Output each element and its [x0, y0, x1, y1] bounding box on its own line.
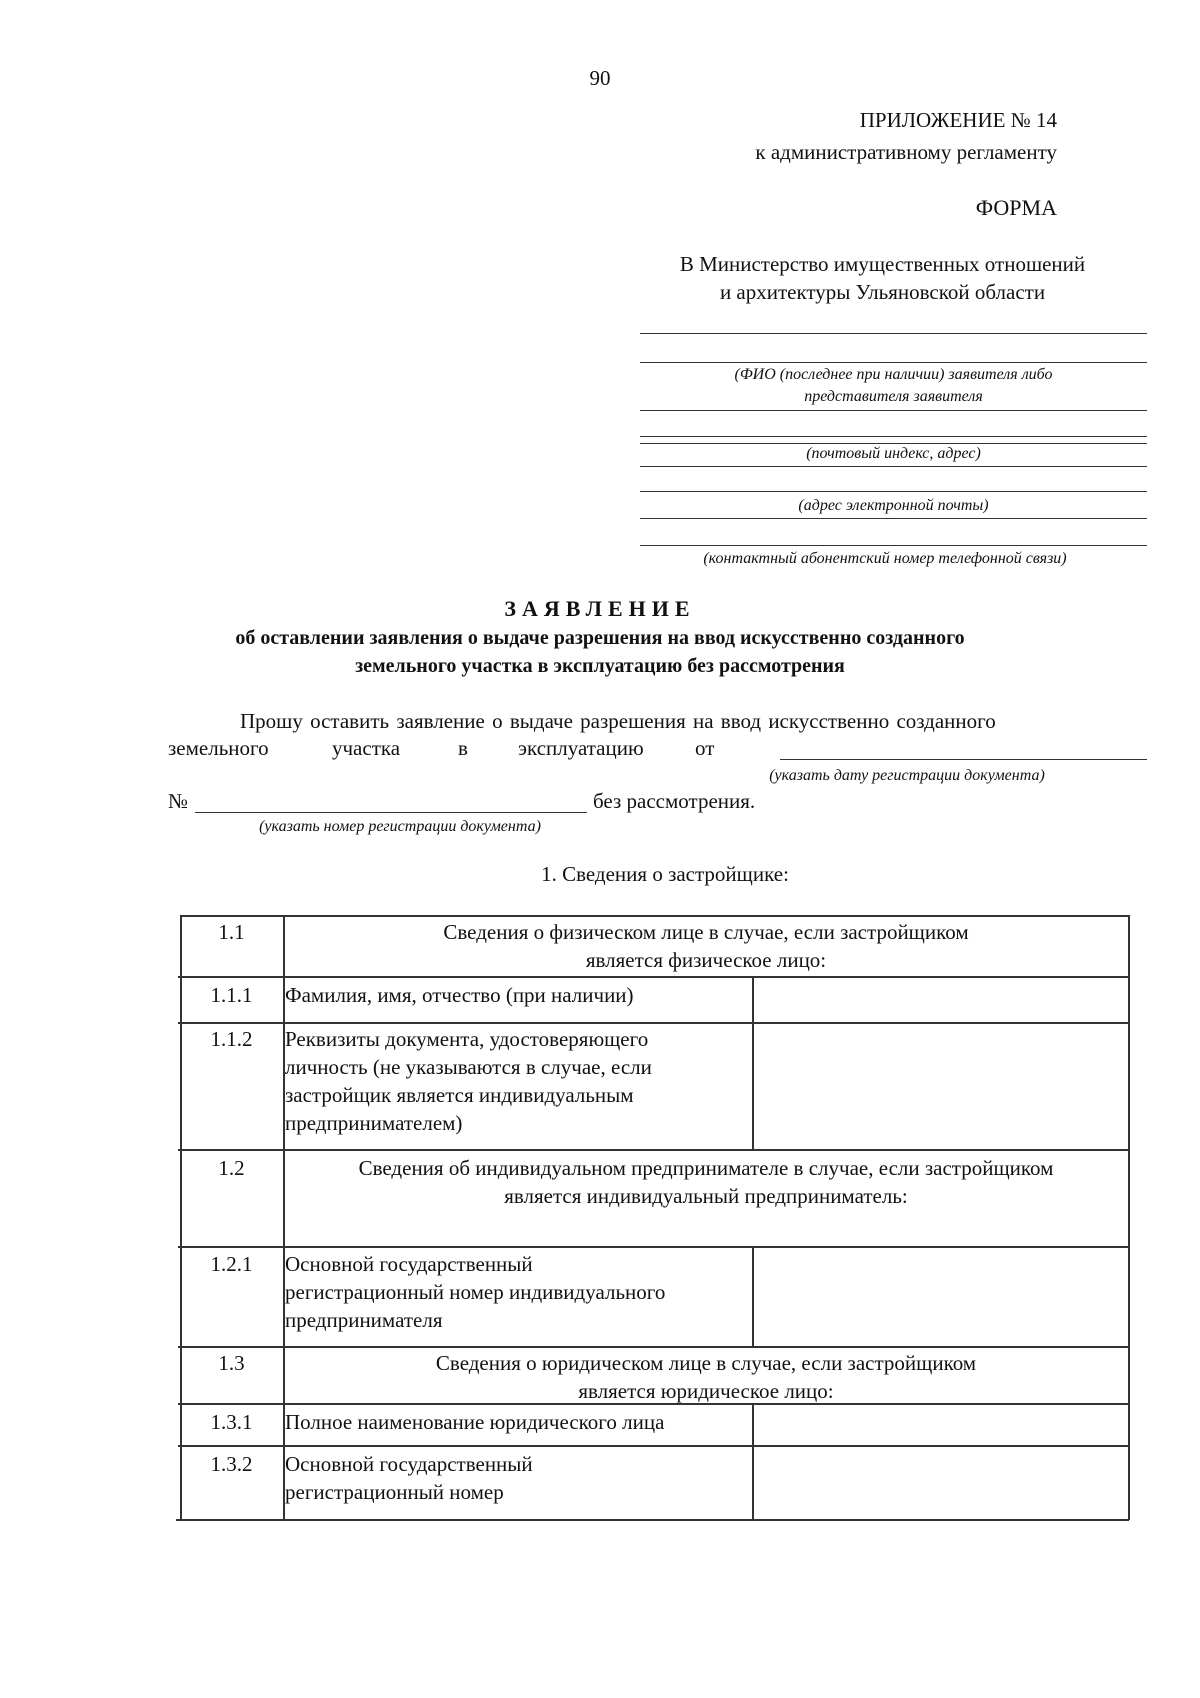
- email-caption-underline: [640, 518, 1147, 519]
- field-label-line: Основной государственный: [285, 1252, 533, 1276]
- field-label: [285, 1250, 745, 1334]
- field-label: Полное наименование юридического лица: [285, 1410, 665, 1434]
- table-border-bottom: [176, 1519, 1129, 1521]
- field-label-line: регистрационный номер: [285, 1480, 504, 1504]
- request-word-2: участка: [332, 736, 401, 760]
- table-row-number: 1.2: [218, 1156, 245, 1180]
- postal-caption: (почтовый индекс, адрес): [806, 445, 981, 462]
- value-cell-1-2-1[interactable]: [754, 1248, 1127, 1345]
- email-line[interactable]: [640, 491, 1147, 492]
- field-label-line: Реквизиты документа, удостоверяющего: [285, 1027, 649, 1051]
- addressee-block: [620, 250, 1145, 306]
- section-header-line-1: Сведения о физическом лице в случае, если застройщиком: [443, 920, 969, 944]
- value-cell-1-3-2[interactable]: [754, 1447, 1127, 1518]
- fio-caption-underline: [640, 410, 1147, 411]
- fio-caption-line-1: (ФИО (последнее при наличии) заявителя либо: [734, 366, 1053, 383]
- section-header-line-2: является юридическое лицо:: [578, 1379, 834, 1403]
- field-label-line: Основной государственный: [285, 1452, 533, 1476]
- table-row-number: 1.3: [218, 1351, 245, 1375]
- section-header-cell: [284, 1349, 1128, 1405]
- value-cell-1-1-2[interactable]: [754, 1024, 1127, 1148]
- document-title: ЗАЯВЛЕНИЕ: [504, 596, 696, 621]
- table-row-number: 1.3.2: [210, 1452, 253, 1476]
- value-cell-1-1-1[interactable]: [754, 978, 1127, 1021]
- phone-line[interactable]: [640, 545, 1147, 546]
- applicant-line-1[interactable]: [640, 333, 1147, 334]
- form-label: ФОРМА: [975, 195, 1057, 220]
- field-label: Фамилия, имя, отчество (при наличии): [285, 983, 634, 1007]
- field-label: [285, 1450, 745, 1506]
- value-cell-1-3-1[interactable]: [754, 1405, 1127, 1444]
- page-number: 90: [589, 66, 611, 90]
- table-row-number: 1.1.2: [210, 1027, 253, 1051]
- section-header-line-2: является физическое лицо:: [585, 948, 827, 972]
- request-word-3: в: [458, 736, 468, 760]
- request-line-1: Прошу оставить заявление о выдаче разрешения на ввод искусственно созданного: [240, 709, 996, 733]
- applicant-fio-line[interactable]: [640, 362, 1147, 363]
- field-label-line: предпринимателя: [285, 1308, 443, 1332]
- table-row-number: 1.1: [218, 920, 245, 944]
- request-word-1: земельного: [168, 736, 269, 760]
- table-row-number: 1.2.1: [210, 1252, 253, 1276]
- request-word-4: эксплуатацию: [518, 736, 644, 760]
- appendix-subtitle: к административному регламенту: [755, 140, 1057, 164]
- fio-caption-line-2: представителя заявителя: [804, 388, 983, 405]
- appendix-title: ПРИЛОЖЕНИЕ № 14: [859, 108, 1057, 132]
- field-label: [285, 1025, 745, 1137]
- addressee-line-1: В Министерство имущественных отношений: [679, 252, 1086, 276]
- field-label-line: личность (не указываются в случае, если: [285, 1055, 652, 1079]
- section-header-cell: [284, 918, 1128, 974]
- request-number-field[interactable]: [195, 812, 587, 813]
- section-heading: 1. Сведения о застройщике:: [541, 862, 789, 886]
- section-header-line-1: Сведения об индивидуальном предпринимателе в случае, если застройщиком: [358, 1156, 1054, 1180]
- section-header-line-2: является индивидуальный предприниматель:: [504, 1184, 908, 1208]
- section-header-line-1: Сведения о юридическом лице в случае, если застройщиком: [435, 1351, 977, 1375]
- request-word-5: от: [695, 736, 715, 760]
- table-row-divider: [178, 1149, 1129, 1151]
- document-subtitle-line-2: земельного участка в эксплуатацию без рассмотрения: [355, 655, 845, 677]
- phone-caption: (контактный абонентский номер телефонной связи): [703, 550, 1067, 567]
- table-border-right: [1128, 915, 1130, 1520]
- section-header-cell: [284, 1154, 1128, 1210]
- request-suffix: без рассмотрения.: [593, 789, 756, 813]
- date-caption: (указать дату регистрации документа): [769, 767, 1045, 784]
- request-date-field[interactable]: [780, 759, 1147, 760]
- field-label-line: регистрационный номер индивидуального: [285, 1280, 666, 1304]
- number-caption: (указать номер регистрации документа): [259, 818, 541, 835]
- number-sign: №: [168, 789, 189, 813]
- field-label-line: предпринимателем): [285, 1111, 463, 1135]
- email-caption: (адрес электронной почты): [798, 497, 989, 514]
- addressee-line-2: и архитектуры Ульяновской области: [719, 280, 1046, 304]
- postal-address-line-1[interactable]: [640, 436, 1147, 437]
- postal-caption-underline: [640, 466, 1147, 467]
- field-label-line: застройщик является индивидуальным: [285, 1083, 634, 1107]
- postal-address-line-2[interactable]: [640, 443, 1147, 444]
- document-subtitle-line-1: об оставлении заявления о выдаче разрешения на ввод искусственно созданного: [235, 627, 965, 649]
- table-row-number: 1.1.1: [210, 983, 253, 1007]
- table-border-top: [181, 915, 1129, 917]
- document-subtitle: [150, 624, 1050, 680]
- table-row-divider: [178, 1346, 1129, 1348]
- table-row-number: 1.3.1: [210, 1410, 253, 1434]
